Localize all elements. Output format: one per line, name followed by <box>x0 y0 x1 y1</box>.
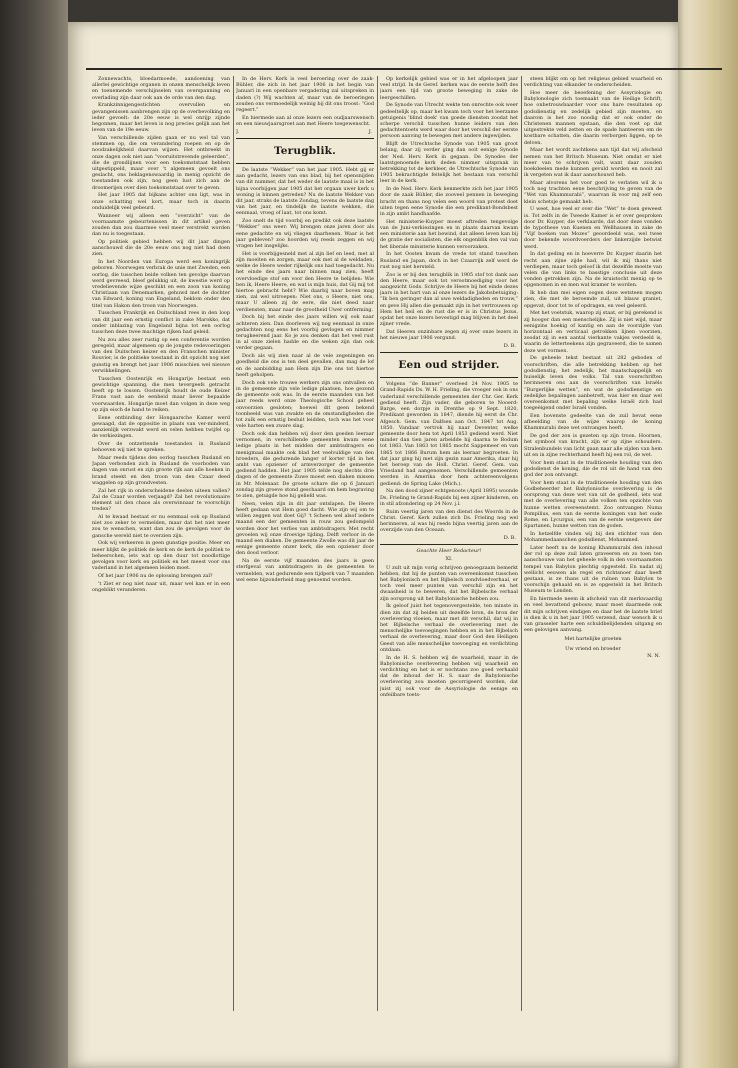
paragraph: In de Ned. Herv. Kerk kenmerkte zich het jaar 1905 door de zaak Bühler, die zooveel pennen in beweging bracht en thans nog velen een woord van protest doet uiten tegen eene Synode die een predikant-Bondsbest in zijn ambt handhaafde. <box>380 186 518 218</box>
paragraph: Doch als wij zien naar al de vele zegeningen en goedheid die ons is ten deel gevallen, dan mag de lof en de aanbidding aan Hem zijn Die ons tot hiertoe heeft geholpen. <box>236 353 374 378</box>
column-rule <box>521 76 522 1011</box>
paragraph: Ook wij verkeeren in geen gunstige positie. Meer en meer blijkt de politiek de kerk en de kerk de politiek te beheerschen, iets wat op den duur tot noodlottige gevolgen voor kerk en politiek en het meest voor ons vaderland in het algemeen leiden moet. <box>92 540 230 572</box>
paragraph: Doch ook vele trouwe werkers zijn ons ontvallen en in de gemeente zijn vele ledige plaatsen, hoe gezond de gemeente ook was. In de eerste maanden van het jaar reeds werd onze Theologische School geheel onvoorzien gesloten; hoewel dit geen bekend toonbeeld was van zwakte en de omstandigheden die tot zulk een ernstig besluit leidden, toch was het voor vele harten een zware slag. <box>236 379 374 430</box>
column-rule <box>377 76 378 1011</box>
paragraph: Hoe meer de beoefening der Assyriologie en Babylonologie zich toemaakt van de Heilige Schrift, hoe onbetrouwbaarder voor ons hare resultaten op godsdienstig en zedelijk gebied zijn moeten, en daarom is het zoo noodig dat er ook onder de Christenen mannen opstaan, die den voet op dat uitgestrekte veld zetten en de spade hanteeren om de kostbare schatten, die daarin verborgen liggen, op te delven. <box>524 90 662 146</box>
column-rule <box>233 76 234 1011</box>
paragraph: Voor hem staat in de traditioneele houding van den Godbeheerder het Babylonische overlevering is de oorsprong van deze wet van uit de godheid, iets wat met de overlevering van alle volken ten opzichte van hunne wetten overeenstemt. Zoo ontvangen Numa Pompilius, een van de eerste koningen van het oude Rome, en Lycurgus, een van de eerste wetgevers der Spartanen, hunne wetten van de goden. <box>524 479 662 530</box>
paragraph: Maar het wordt zachtkens aan tijd dat wij afscheid nemen van het Britsch Museum. Niet omdat er niet meer van te schrijven valt, want daar zouden boekdeelen mede kunnen gevuld worden en nooit zal ik vergeten wat ik daar aanschouwd heb. <box>524 147 662 179</box>
paragraph: Ruim veertig jaren van den dienst des Woords in de Christ. Geref. Kerk zullen zich Ds. Frieling nog wel herinneren, al was hij reeds bijna veertig jaren aan de overzijde van den Oceaan. <box>380 508 518 534</box>
column-2-intro <box>236 76 374 127</box>
paragraph: U zult uit mijn vorig schrijven genoegzaam bemerkt hebben, dat bij de punten van overeenkomst tusschen het Babylonisch en het Bijbelsch zondvloedverhaal, er toch veel meer punten van verschil zijn en het dwaasheid is te beweren, dat het Bijbelsche verhaal zijn oorsprong uit het Babylonische hebben zou. <box>380 564 518 602</box>
paragraph: De god der zon is gezeten op zijn troon. Hoornen, het symbool van kracht, zijn er op zijne schouders. Stralenbundels van licht gaan naar alle zijden van hem uit en in zijne rechterhand heeft hij een rol, de wet. <box>524 433 662 458</box>
paragraph: Zonnewachts, bloedarmoede, aandoening van allerlei gewichtige organen in onzen menschelijk leven en toenemende verschijnselen van overspanning en overlading zijn daar ook aan de orde van den dag. <box>92 76 230 101</box>
paragraph: In het Oosten kwam de vrede tot stand tusschen Rusland en Japan, doch in het Czaarrijk zelf werd de rust nog niet hersteld. <box>380 251 518 270</box>
paragraph: En hiermede neem ik afscheid van dit merkwaardig en veel bevattend gebouw, maar moet daarmede ook dit mijn schrijven eindigen en daar het de laatste brief is dien ik u in het jaar 1905 verzend, daar wensch ik u van grasseler harte een schuldbelijdenden uitgang en een gelovigen aanvang. <box>524 596 662 634</box>
letter-salutation: Geachte Heer Redacteur! <box>416 548 482 555</box>
letter-body <box>380 565 518 698</box>
paragraph: In hetzelfde vinden wij bij den stichter van den Mohammedaanschen godsdienst, Mohammed. <box>524 530 662 544</box>
paragraph: Na de eerste vijf maanden des jaars is geen sterfgeval van ambtsdragers in de gemeenten te vermelden, wat gedurende een tijdperk van 7 maanden wel eene bijzonderheid mag genoemd worden. <box>236 558 374 583</box>
paragraph: Wanneer wij alleen een “overzicht” van de voornaamste gebeurtenissen in dit artikel geven zouden dan zou daarmee veel meer verstrekt worden dan nu is toegestaan. <box>92 212 230 238</box>
paragraph: Ik geloof juist het tegenovergestelde, ten minste in dien zin dat zij beiden uit dezelfde bron, de bron der overlevering vloeien, maar met dit verschil, dat wij in het Bijbelsche verhaal de overlevering met de menschelijke toevoegingen hebben en in het Bijbelsch verhaal de overlevering, maar door God den Heiligen Geest van alle menschelijke toevoeging en verdichting ontdaan. <box>380 603 518 653</box>
paragraph: In de Herv. Kerk is veel beroering over de zaak-Bühler, die zich in het jaar 1906 in het begin van Januari in een openbare vergadering zal uitspreken in daden (?) Wij wachten af, maar van de beroeringen zouden ons vermoedelijk weinig bij dit ons troost: “God regeert.” <box>236 76 374 114</box>
paragraph: Maar reeds tijdens den oorlog tusschen Rusland en Japan verbonden zich in Rusland de voorboden van dagen van onrust en zijn groote rijk aan alle hoeken in brand steekt en den troon van den Czaar deed waggelen op zijn grondvesten. <box>92 454 230 486</box>
signature-left: J. <box>236 128 240 135</box>
article-body <box>236 167 374 583</box>
letter-number: XI. <box>445 556 453 563</box>
column-4 <box>524 76 662 1011</box>
paragraph: Dat Heeren onzinbare zegen zij over onze lezers in het nieuwe jaar 1906 vergund. <box>380 329 518 342</box>
paragraph: Zal het rijk in onderscheidene deelen uiteen vallen? Zal de Czaar worden verjaagd? Zal het revolutionaire element uit den chaos als overwinnaar te voorschijn treden? <box>92 487 230 513</box>
article-heading-box <box>380 352 518 378</box>
paragraph: De Synode van Utrecht wekte ten onrechte ook weer gedeeltelijk op, maar het kwam toch voor het leerzame getuigenis 'blind doek' van goede diensten zoodat het scherpe verschil tusschen hunne leiders van den gedachtentoets werd waar door het verschil der eerste persoon aanving te bewegen met andere ingewijden. <box>380 102 518 140</box>
paragraph: Blijft de Utrechtsche Synode van 1905 van groot belang, daar zij verder ging dan ooit eenige Synode der Ned. Herv. Kerk in gegaan. De Synodes der laatstgenoemde kerk deden nimmer uitspraak in betrekking tot de kerkleer, de Utrechtsche Synode van 1905 bekrachtigde feitelijk het bestaan van verschil leer in de kerk. <box>380 141 518 185</box>
letter-signature: N. N. <box>647 652 660 659</box>
signature-line <box>236 129 372 135</box>
left-page-edge <box>0 0 68 1068</box>
letter-continuation <box>524 76 662 633</box>
paragraph: Van verschillende zijden gaan er nu wel tal van stemmen op, die om verandering roepen en op de noodzakelijkheid daarvan wijzen. Het ontbreekt in onze dagen ook niet aan “vooruitstrevende geleerden”, die de grondlijnen voor een toekomststaat hebben uitgestippeld, maar over 't algemeen gevoelt ons geslacht, ons beklagenswaardig in menig opzicht de toestanden ook zijn, nog geen lust zich aan de droomerijen over dien toekomststaat over te geven. <box>92 135 230 191</box>
article-heading-box <box>236 138 374 164</box>
article-heading: Een oud strijder. <box>398 359 500 372</box>
divider <box>380 544 518 545</box>
paragraph: Krankzinnigengestichten overvullen en gevangenissen aanbrengen zijn op de overbevolking en ieder gevoelt: de 20e eeuw is wel onrijp zijnde begonnen, maar het leven is nog precies gelijk aan het leven van de 19e eeuw. <box>92 102 230 134</box>
paragraph: Op kerkelijk gebied was er in het afgeloopen jaar veel strijd. In de Geref. kerken was de eerste helft des jaars een tijd van groote beweging in zake de leergeschillen. <box>380 76 518 101</box>
paragraph: Doch ook dan hebben wij door den goeden leeraar vernomen, in verschillende gemeenten kwam eene ledige plaats in het midden der ambtsdragers en menigmaal maakte ook blad het veelvuldige van den broeders, die gedurende langer of korter tijd in het ambt van opziener of armverzorger de gemeente gediend hadden. Het jaar 1905 telde nog slechts drie dagen of de gemeente Zuwe moest een diaken missen in Mr. Molenaar. De groote schare die op 6 Januari zondag zijn groeve stond geschaard om hem begraving te zien, getuigde hoe hij geliefd was. <box>236 430 374 499</box>
paragraph: Volgens “de Banner” overleed 24 Nov. 1905 te Grand-Rapids Ds. W. H. Frieling, die vroeger ook in ons vaderland verschillende gemeenten der Chr. Ger. Kerk gediend heeft. Zijn vader, die geboren te Nooerd-Barge, een dorpje in Drenthe op 9 Sept. 1820, Predikant geworden in 1847, diende hij eerst de Chr. Afgesch. Gem. van Dalfsen aan Oct. 1847 tot Aug. 1850. Vandaar vertrok hij naar Deventer, welke gemeente door hem tot April 1853 gediend werd. Niet minder dan tien jaren arbeidde hij daarna te Bodum tot 1863. Van 1863 tot 1865 mocht Sappemeer en van 1865 tot 1866 Burum hem als leeraar begroeten. In dat jaar ging hij met zijn gezin naar Amerika, daar hij het beroep van de Holl. Christ. Geref. Gem. van Vriesland had aangenomen. Verschillende gemeenten werden in Amerika door hem achtereenvolgens gediend: de Spring Lake (Mich.). <box>380 381 518 487</box>
paragraph: 't Ziet er nog niet naar uit, maar wel kan er in een ongeblikt veranderen. <box>92 580 230 593</box>
signature-right: J. <box>368 128 372 135</box>
paragraph: Zoo snelt de tijd voorbij en predikt ook deze laatste “Wekker” ons weer: Wij brengen onze jaren door als eene gedachte en wij vliegen daarhenen. Waar is het jaar gebleven? zoo hoorden wij reeds zeggen en wij vragen het insgelijks. <box>236 218 374 250</box>
letter-closing: Met hartelijke groeten <box>564 636 622 643</box>
paragraph: Maar alvorens het voor goed te verlaten wil ik u toch nog trachten eene beschrijving te geven van de “Wet van Khammurabi”, waarvan ik voor mij zelf een klein schetsje gemaakt heb. <box>524 180 662 205</box>
column-2 <box>236 76 374 1011</box>
paragraph: Na den dood zijner echtgenoote (April 1895) woonde Ds. Frieling te Grand-Rapids bij een zijner kinderen, en in stil afzondering op 24 Nov. j.l. <box>380 488 518 507</box>
paragraph: Neen, velen zijn in dit jaar ontslapen. De Heere heeft gedaan wat Hem goed dacht. Wie zijn wij om te willen zeggen wat doet Gij? 't Scheen wel alsof iedere maand een der gemeenten in rouw zou gedompeld worden door het verlies van ambtsdragers. Met recht gevoelen wij onze droevige tijding. Delft verloor in de maand een diaken. De gemeente Zwolle was dit jaar de eenige gemeente onzer kerk, die een opziener door den dood verloor. <box>236 500 374 557</box>
paragraph: Het jaar 1905 dat bijkans achter ons ligt, was in onze schatting wel kort, maar toch in daarin onduidelijk veel gebeurd. <box>92 192 230 211</box>
paragraph: Doch bij het einde des jaars willen wij ook naar achteren zien. Dan doorleven wij nog eenmaal in onze gedachten nog eens het voorbij gevlogen en nimmer terugkeerend jaar. Ko je zou denken dat het veel rust in al onze zielen hadde en die weken zijn dan ook verder gegaan. <box>236 314 374 352</box>
paragraph: In dat geding en in hoeverre Dr. Kuyper daarin het recht aan zijne zijde had, wil ik mij thans niet verdiepen, maar toch geloof ik dat dezelfde moeite van velen die van links te basstige conclusie uit deze vonden getrokken zijn. Na de kruistocht menig op te opgenomen in en men wat kramer te worden. <box>524 251 662 289</box>
signature: D. B. <box>503 534 516 541</box>
signature: D. B. <box>503 343 516 350</box>
paragraph: In het Noorden van Europa werd een koningrijk geboren. Noorwegen verbrak de unie met Zweden, een oorlog, die tusschen beide volken ten gevolge daarvan werd gevreesd, bleef gelukkig uit, de kwestie werd op vredelievende wijze geschikt en een zoon van koning Christiaan van Denemarken, gehuwd met de dochter van Edward, koning van Engeland, beklom onder den titel van Hakon den troon van Noorwegen. <box>92 259 230 309</box>
column-3 <box>380 76 518 1011</box>
paragraph: Met het voetstuk, waarop zij staat, er bij gerekend is zij hooger dan een menschelijke. Zij is niet wijd, maar eenigzins hoekig of kantig en aan de voorzijde van horizontaal en verticaal getrokken lijnen voorzien, zoodat zij in een aantal vierkante vakjes verdeeld is, waarin de letterteekens zijn gegraveerd, die te samen deze wet vormen. <box>524 310 662 354</box>
header-rule <box>86 68 722 70</box>
article-heading: Terugblik. <box>273 145 337 158</box>
paragraph: Het is voorbijgesneld met al zijn lief en leed, met al zijn moeiten en zorgen, maar ook met al de weldaden, welke de Heere weder rijkelijk ons had toegedacht. Nu het einde des jaars naar binnen mag zien, heeft overvloedige stof om voor den Heere te belijden: Wie ben ik, Heere Heere, en wat is mijn huis, dat Gij mij tot hiertoe gebracht hebt? Wie daarbij naar boven mag zien, zal wel uitroepen: Niet ons, o Heere, niet ons, maar U alleen zij de eere, die niet deed naar verdiensten, maar naar de grootheid Uwer ontferming. <box>236 250 374 313</box>
paragraph: En hiermede aan al onze lezers een oudjaarswensch en een nieuwjaarsgroet aan met Heere toegewenscht. <box>236 114 374 128</box>
right-page-stack <box>678 0 738 1068</box>
column-3-intro <box>380 76 518 341</box>
paragraph: In de H. S. hebben wij de waarheid, maar in de Babylonische overlevering hebben wij waarheid en verdichting en het is er nochtans zoo goed verhaald dat de inhoud der H. S. naar de Babylonische overlevering zou moeten gecorrigeerd worden, dat juist zij ook voor de Assyriologie de eenige en onfeilbare toets- <box>380 654 518 698</box>
paragraph: U weet, hoe veel er over die “Wet” te doen geweest is. Tot zelfs in de Tweede Kamer is er over gesproken door Dr. Kuyper, die verklaarde, dat door deze vonden de hypothese van Kuenen en Wellhausen in zake de “Vijf boeken van Mozes” geoordeeld was, wel twee door bekende woordvoerders der linkerzijde betwist werd. <box>524 206 662 250</box>
article-body <box>380 381 518 533</box>
paragraph: Zoo is er bij den terugblik in 1905 stof tot dank aan den Heere, maar ook tot verootmoediging voor het aangezicht Gods. Schrijve de Heere bij het einde dezes jaars in het hart van al onze lezers de Jakobsbetuiging: “Ik ben geringer dan al uwe weldadigheden en trouw,” en geve Hij allen die gemaakt zijn in het vertrouwen op Hem het heil en de rust die er is in Christus Jezus, opdat het onze lezers bevestigd mag blijven in het deel zijner vrede. <box>380 271 518 328</box>
paragraph: Nu zou alles zeer rustig op een conferentie worden geregeld, maar algemeen op de jongste redevoeringen van den Duitschen keizer en den Franschen minister Rouvier, is de politieke toestand in dit opzicht nog niet gunstig en brengt het jaar 1906 misschien wel nieuwe verwikkelingen. <box>92 336 230 374</box>
paragraph: Of het jaar 1906 nu de oplossing brengen zal? <box>98 572 213 579</box>
paragraph: Eene ontbinding der Hongaarsche Kamer werd gewaagd, dat de oppositie in plaats van ver-minderd, aanzienlijk verzwakt werd en velen hebben twijfel op de verkiezingen. <box>92 414 230 440</box>
paragraph: Al te kwaad bestaat er nu eenmaal ook op Rusland niet zoo zeker te vermelden, maar dat het niet meer zou te wenschen, want dan zou de gevolgen voor de gansche wereld niet te overzien zijn. <box>92 513 230 539</box>
paragraph: Tusschen Frankrijk en Duitschland rees in den loop van dit jaar een ernstig conflict in zake Marokko, dat onder inblazing van Engeland bijna tot een oorlog tusschen deze twee machtige rijken had geleid. <box>92 310 230 336</box>
paragraph: Voor hem staat in de traditioneele houding van den godsdienst de koning, die de rol uit de hand van den god der zon ontvangt. <box>524 459 662 478</box>
column-1 <box>92 76 230 1011</box>
letter-sign-off: Uw vriend en broeder <box>565 645 621 652</box>
paragraph: Op politiek gebied hebben wij dit jaar dingen aanschouwd die de 20e eeuw ons nog niet had doen zien. <box>92 239 230 258</box>
paragraph: steen blijkt om op het religieus gebied waarheid en verdichting van elkander te onderscheiden. <box>524 76 662 89</box>
paragraph: De laatste “Wekker” van het jaar 1905. Hebt gij er aan gedacht, lezers van ons blad, bij het opensnijden van dit nummer, dat het weder de laatste maal is in het bijna voorbijgen jaar 1905 dat het orgaan uwer kerk u woning is binnen getreden? Nu de laatste Wekker van dit jaar, straks de laatste Zondag, tevens de laatste dag van het jaar, en tindelijk de laatste wekken, die eenmaal, vroeg of laat, tot ons komt. <box>236 167 374 217</box>
paragraph: Tusschen Oostenrijk en Hongarije bestaat een gewichtige spanning, die men tevergeefs getracht heeft op te lossen. Oostenrijk houdt de oude Keizer Frans vast aan de eenheid maar liever bepaalde voorwaarden. Hongarije moet dan volgen in deze weg op zijn eisch de hand te reiken. <box>92 375 230 413</box>
paragraph: Het ministerie-Kuyper moest aftreden tengevolge van de Juni-verkiezingen en in plaats daarvan kwam een ministerie aan het bewind, dat alleen leven kan bij de gratie der socialisten, die elk ongenblik den val van het liberale ministerie kunnen veroorzaken. <box>380 218 518 250</box>
paragraph: De geheele tekst bestaat uit 282 geboden of voorschriften, die alle betrekking hebben op het godsdienstig, het zedelijk, het maatschappelijk en huiselijk leven des volks. Tal van voorschriften herinneren ons aan de voorschriften van Israëls “Burgerlijke wetten”, en wat de godsdienstige en zedelijke bepalingen aanbetreft, was hier en daar wel overeenkomst met bepaling welke Israël zich had toegeëigend onder Israël vonden. <box>524 355 662 412</box>
paragraph: Later heeft nu de koning Khammurabi den inhoud der rol op deze zuil laten graveeren en zo toen ten aanschouwe van het geheele volk in den voornaamsten tempel van Babylon plechtig opgesteld. En nadat zij wellicht eeuwen als regel en richtsnoer daar heeft gestaan, is ze thans uit de ruïnen van Babylon te voorschijn gehaald en is ze opgesteld in het Britsch Museum te Londen. <box>524 544 662 595</box>
paragraph: Over de ontzettende toestanden in Rusland behoeven wij niet te spreken. <box>92 440 230 454</box>
paragraph: Ik heb dan mei eigen oogen deze wetsteen mogen zien, die met de beroemde zuil, uit blauw graniet, opgevat, door tot te of opdragen, en veel geleerd. <box>524 290 662 309</box>
paragraph: Een bovenste gedeelte van de zuil bevat eene afbeelding van de wijze waarop de koning Khammurabi deze wet ontvangen heeft. <box>524 412 662 432</box>
